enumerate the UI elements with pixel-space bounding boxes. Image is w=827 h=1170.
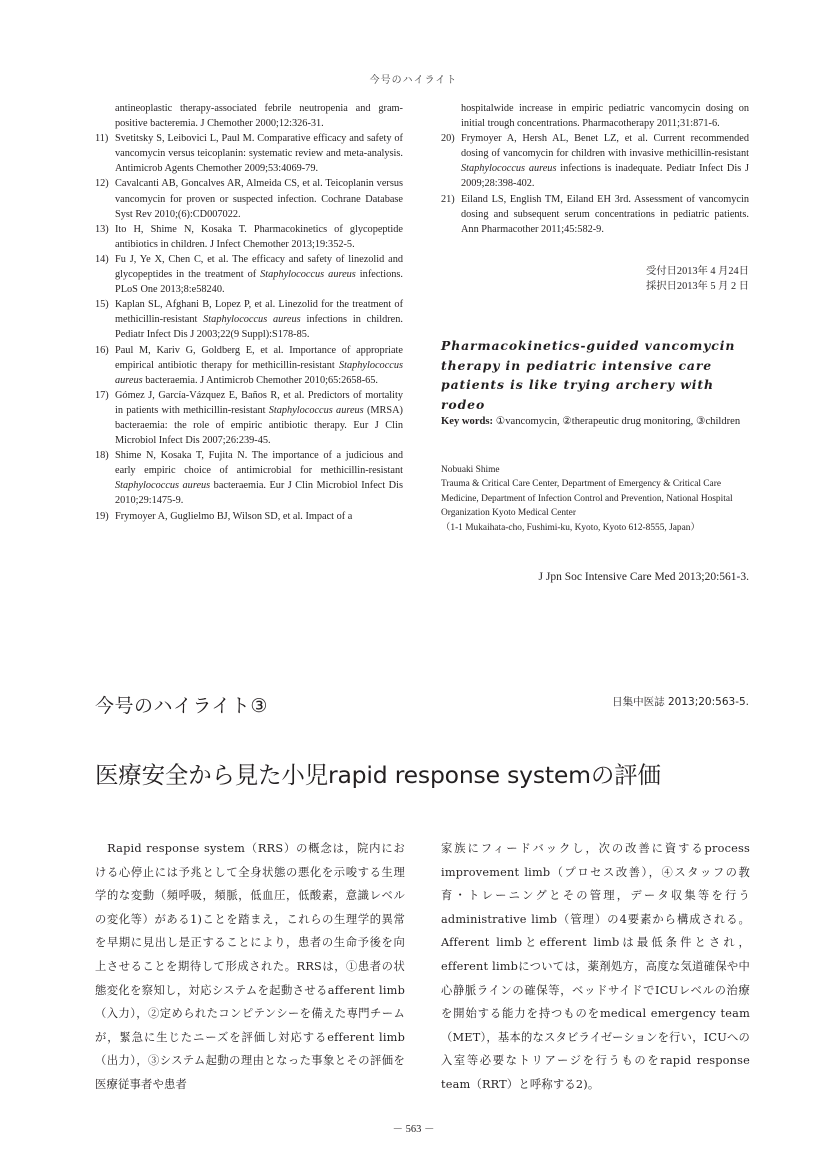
reference-item	[95, 509, 403, 524]
keywords-text: ①vancomycin, ②therapeutic drug monitoring, ③children	[493, 416, 741, 427]
species-name: Staphylococcus aureus	[268, 404, 364, 416]
reference-item	[95, 252, 403, 297]
reference-number: 20)	[441, 133, 455, 145]
reference-segment: Kaplan SL, Afghani B, Lopez P, et al. Linezolid for the treatment of methicillin-resistant	[115, 299, 403, 326]
reference-text	[115, 388, 403, 448]
reference-segment: Shime N, Kosaka T, Fujita N. The importance of a judicious and early empiric choice of antimicrobial for methicillin-resistant	[115, 450, 403, 477]
species-name: Staphylococcus aureus	[461, 163, 557, 175]
body-text-left	[95, 837, 405, 1097]
references-left	[95, 101, 403, 524]
species-name: Staphylococcus aureus	[203, 314, 301, 326]
reference-text	[115, 343, 403, 388]
reference-segment: Svetitsky S, Leibovici L, Paul M. Comparative efficacy and safety of vancomycin versus teicoplanin: systematic review and meta-analysis. Antimicrob Agents Chemother 2009;53:4069-79.	[115, 133, 403, 175]
reference-item	[95, 176, 403, 221]
page-number: － 563 －	[392, 1124, 435, 1135]
reference-text	[115, 131, 403, 176]
reference-text	[115, 448, 403, 508]
reference-segment: hospitalwide increase in empiric pediatric vancomycin dosing on initial trough concentrations. Pharmacotherapy 2011;31:871-6.	[461, 103, 749, 130]
reference-segment: Frymoyer A, Hersh AL, Benet LZ, et al. Current recommended dosing of vancomycin for children with invasive methicillin-resistant	[461, 133, 749, 160]
reference-item	[95, 222, 403, 252]
reference-segment: (MRSA) bacteraemia: the role of empiric antibiotic therapy. Eur J Clin Microbiol Infect Dis 2007;26:239-45.	[115, 404, 403, 447]
reference-number: 13)	[95, 223, 109, 235]
reference-segment: bacteraemia. J Antimicrob Chemother 2010;65:2658-65.	[142, 374, 379, 386]
reference-item	[95, 343, 403, 388]
species-name: Staphylococcus aureus	[115, 359, 403, 386]
author-name: Nobuaki Shime	[441, 465, 500, 475]
dates-block	[560, 265, 749, 294]
reference-segment: infections is inadequate. Pediatr Infect Dis J 2009;28:398-402.	[461, 163, 749, 190]
reference-number: 14)	[95, 253, 109, 265]
reference-segment: Ito H, Shime N, Kosaka T. Pharmacokinetics of glycopeptide antibiotics in children. J Infect Chemother 2013;19:352-5.	[115, 223, 403, 250]
reference-number	[95, 101, 115, 131]
reference-item	[441, 101, 749, 131]
reference-text	[115, 297, 403, 342]
reference-text	[461, 101, 749, 131]
reference-number: 17)	[95, 389, 109, 401]
references-right	[441, 101, 749, 237]
reference-number: 16)	[95, 344, 109, 356]
reference-segment: bacteraemia. Eur J Clin Microbiol Infect Dis 2010;29:1475-9.	[115, 480, 403, 507]
reference-item	[95, 448, 403, 508]
reference-segment: Frymoyer A, Guglielmo BJ, Wilson SD, et al. Impact of a	[115, 510, 353, 522]
reference-segment: Fu J, Ye X, Chen C, et al. The efficacy and safety of linezolid and glycopeptides in the treatment of	[115, 253, 403, 281]
reference-item	[95, 297, 403, 342]
reference-item	[95, 388, 403, 448]
reference-number: 11)	[95, 133, 109, 145]
reference-segment: Cavalcanti AB, Goncalves AR, Almeida CS, et al. Teicoplanin versus vancomycin for proven or suspected infection. Cochrane Database Syst Rev 2010;(6):CD007022.	[115, 178, 403, 220]
species-name: Staphylococcus aureus	[260, 269, 356, 281]
body-paragraph-left: Rapid response system（RRS）の概念は，院内における心停止には予兆として全身状態の悪化を示唆する生理学的な変動（頻呼吸，頻脈，低血圧，低酸素，意識レベルの変化等）がある1)ことを踏まえ，これらの生理学的異常を早期に見出し是正することにより，患者の生命予後を向上させることを期待して形成された。RRSは，①患者の状態変化を察知し，対応システムを起動させるafferent limb（入力），②定められたコンピテンシーを備えた専門チームが，緊急に生じたニーズを評価し対応するefferent limb（出力），③システム起動の理由となった事象とその評価を医療従事者や患者	[95, 842, 405, 1091]
english-title: Pharmacokinetics-guided vancomycin therapy in pediatric intensive care patients is like trying archery with rodeo	[441, 338, 736, 412]
reference-number	[441, 101, 461, 131]
reference-text	[115, 101, 403, 131]
highlight-citation: 日集中医誌 2013;20:563-5.	[612, 696, 749, 708]
reference-item	[95, 101, 403, 131]
reference-text	[115, 176, 403, 221]
body-text-right	[441, 837, 750, 1097]
reference-segment: antineoplastic therapy-associated febrile neutropenia and gram-positive bacteremia. J Chemother 2000;12:326-31.	[115, 103, 403, 130]
reference-item	[441, 131, 749, 191]
reference-text	[461, 192, 749, 237]
journal-citation: J Jpn Soc Intensive Care Med 2013;20:561-3.	[538, 571, 749, 583]
species-name: Staphylococcus aureus	[115, 480, 211, 492]
running-header: 今号のハイライト	[369, 75, 458, 86]
reference-number: 18)	[95, 450, 109, 462]
reference-number: 19)	[95, 510, 109, 522]
reference-number: 21)	[441, 193, 455, 205]
received-date: 受付日2013年 4 月24日	[646, 266, 749, 277]
reference-segment: Eiland LS, English TM, Eiland EH 3rd. Assessment of vancomycin dosing and subsequent serum concentrations in pediatric patients. Ann Pharmacother 2011;45:582-9.	[461, 193, 749, 235]
reference-item	[95, 131, 403, 176]
main-title: 医療安全から見た小児rapid response systemの評価	[95, 761, 661, 789]
reference-segment: infections in children. Pediatr Infect Dis J 2003;22(9 Suppl):S178-85.	[115, 314, 403, 341]
body-paragraph-right: 家族にフィードバックし，次の改善に資するprocess improvement limb（プロセス改善），④スタッフの教育・トレーニングとその管理，データ収集等を行うadministrative limb（管理）の4要素から構成される。Afferent limbとefferent limbは最低条件とされ，efferent limbについては，薬剤処方，高度な気道確保や中心静脈ラインの確保等，ベッドサイドでICUレベルの治療を開始する能力を持つものをmedical emergency team（MET），基本的なスタビライゼーションを行い，ICUへの入室等必要なトリアージを行うものをrapid response team（RRT）と呼称する2)。	[441, 842, 750, 1091]
reference-segment: infections. PLoS One 2013;8:e58240.	[115, 269, 403, 296]
accepted-date: 採択日2013年 5 月 2 日	[646, 280, 749, 292]
reference-segment: Paul M, Kariv G, Goldberg E, et al. Importance of appropriate empirical antibiotic therapy for methicillin-resistant	[115, 344, 403, 371]
reference-number: 12)	[95, 178, 109, 190]
reference-segment: Gómez J, García-Vázquez E, Baños R, et al. Predictors of mortality in patients with methicillin-resistant	[115, 389, 403, 416]
author-address: （1-1 Mukaihata-cho, Fushimi-ku, Kyoto, Kyoto 612-8555, Japan）	[441, 522, 700, 533]
reference-text	[115, 222, 403, 252]
keywords-label: Key words:	[441, 416, 494, 427]
author-block	[441, 463, 749, 535]
reference-number: 15)	[95, 299, 109, 311]
author-affiliation: Trauma & Critical Care Center, Department of Emergency & Critical Care Medicine, Department of Infection Control and Prevention, National Hospital Organization Kyoto Medical Center	[441, 479, 733, 519]
highlight-label: 今号のハイライト③	[95, 695, 268, 717]
reference-item	[441, 192, 749, 237]
keywords	[441, 414, 749, 429]
reference-text	[115, 252, 403, 297]
reference-text	[461, 131, 749, 191]
reference-text	[115, 509, 403, 524]
